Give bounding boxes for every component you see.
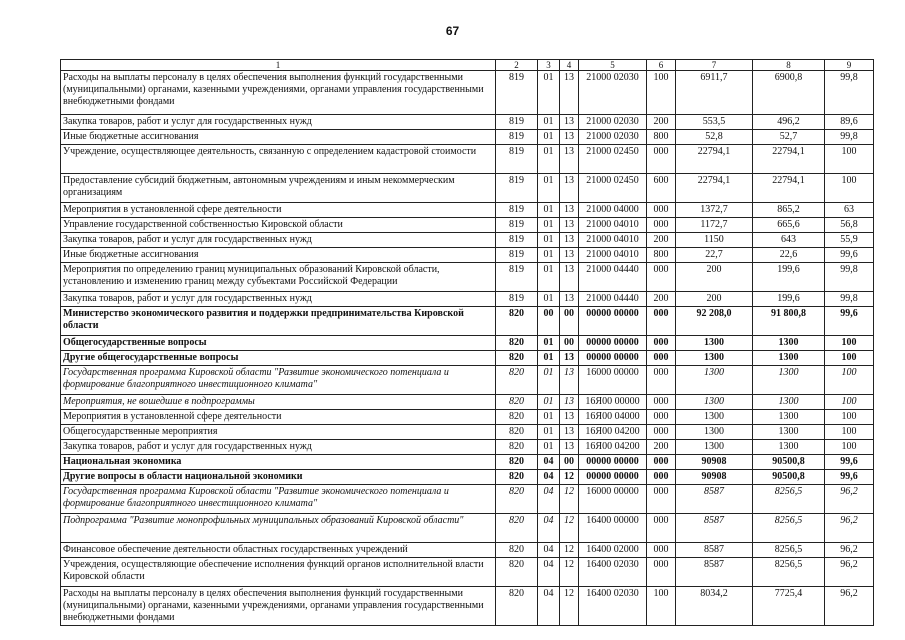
subsection-code: 13: [560, 292, 579, 307]
expense-type-code: 800: [647, 130, 676, 145]
section-code: 04: [538, 470, 560, 485]
target-article-code: 16Я00 04200: [579, 440, 647, 455]
expense-type-code: 000: [647, 470, 676, 485]
target-article-code: 16Я00 00000: [579, 395, 647, 410]
section-code: 01: [538, 174, 560, 203]
executed-amount: 90500,8: [753, 455, 825, 470]
target-article-code: 21000 04440: [579, 292, 647, 307]
target-article-code: 16400 02000: [579, 543, 647, 558]
budget-table: [60, 59, 874, 626]
execution-percent: 100: [825, 440, 874, 455]
section-code: 01: [538, 203, 560, 218]
section-code: 01: [538, 425, 560, 440]
section-code: 01: [538, 366, 560, 395]
row-name: Учреждение, осуществляющее деятельность, связанную с определением кадастровой стоимости: [61, 145, 496, 174]
planned-amount: 1300: [676, 336, 753, 351]
execution-percent: 100: [825, 336, 874, 351]
expense-type-code: 000: [647, 307, 676, 336]
row-name: Иные бюджетные ассигнования: [61, 130, 496, 145]
section-code: 04: [538, 558, 560, 587]
row-name: Национальная экономика: [61, 455, 496, 470]
admin-code: 819: [496, 115, 538, 130]
row-name: Финансовое обеспечение деятельности областных государственных учреждений: [61, 543, 496, 558]
expense-type-code: 000: [647, 366, 676, 395]
subsection-code: 13: [560, 395, 579, 410]
expense-type-code: 200: [647, 292, 676, 307]
expense-type-code: 000: [647, 336, 676, 351]
subsection-code: 13: [560, 115, 579, 130]
row-name: Общегосударственные мероприятия: [61, 425, 496, 440]
expense-type-code: 000: [647, 455, 676, 470]
target-article-code: 16Я00 04000: [579, 410, 647, 425]
admin-code: 820: [496, 336, 538, 351]
target-article-code: 00000 00000: [579, 351, 647, 366]
executed-amount: 865,2: [753, 203, 825, 218]
table-row: [61, 587, 874, 626]
section-code: 01: [538, 440, 560, 455]
section-code: 04: [538, 514, 560, 543]
expense-type-code: 000: [647, 351, 676, 366]
planned-amount: 200: [676, 263, 753, 292]
executed-amount: 22794,1: [753, 174, 825, 203]
section-code: 01: [538, 351, 560, 366]
row-name: Расходы на выплаты персоналу в целях обеспечения выполнения функций государственными (муниципальными) органами, казенными учреждениями, органами управления государственными внебюджетными фондами: [61, 587, 496, 626]
section-code: 01: [538, 145, 560, 174]
expense-type-code: 000: [647, 514, 676, 543]
admin-code: 819: [496, 145, 538, 174]
table-row: [61, 115, 874, 130]
table-row: [61, 292, 874, 307]
target-article-code: 21000 04010: [579, 233, 647, 248]
executed-amount: 91 800,8: [753, 307, 825, 336]
executed-amount: 496,2: [753, 115, 825, 130]
execution-percent: 63: [825, 203, 874, 218]
column-header: 4: [560, 60, 579, 71]
planned-amount: 1300: [676, 395, 753, 410]
section-code: 01: [538, 292, 560, 307]
planned-amount: 553,5: [676, 115, 753, 130]
target-article-code: 21000 02450: [579, 145, 647, 174]
planned-amount: 1300: [676, 425, 753, 440]
section-code: 04: [538, 485, 560, 514]
expense-type-code: 200: [647, 115, 676, 130]
section-code: 00: [538, 307, 560, 336]
target-article-code: 21000 04000: [579, 203, 647, 218]
column-number-header-row: [61, 60, 874, 71]
section-code: 01: [538, 130, 560, 145]
planned-amount: 1300: [676, 410, 753, 425]
admin-code: 820: [496, 470, 538, 485]
table-row: [61, 130, 874, 145]
column-header: 3: [538, 60, 560, 71]
row-name: Общегосударственные вопросы: [61, 336, 496, 351]
execution-percent: 96,2: [825, 514, 874, 543]
subsection-code: 13: [560, 233, 579, 248]
table-row: [61, 263, 874, 292]
executed-amount: 7725,4: [753, 587, 825, 626]
expense-type-code: 000: [647, 558, 676, 587]
target-article-code: 21000 02450: [579, 174, 647, 203]
row-name: Закупка товаров, работ и услуг для государственных нужд: [61, 233, 496, 248]
row-name: Закупка товаров, работ и услуг для государственных нужд: [61, 292, 496, 307]
admin-code: 820: [496, 351, 538, 366]
table-row: [61, 410, 874, 425]
page-number: 67: [445, 24, 460, 38]
section-code: 01: [538, 233, 560, 248]
admin-code: 820: [496, 395, 538, 410]
row-name: Подпрограмма "Развитие монопрофильных муниципальных образований Кировской области": [61, 514, 496, 543]
row-name: Учреждения, осуществляющие обеспечение исполнения функций органов исполнительной власти Кировской области: [61, 558, 496, 587]
admin-code: 819: [496, 248, 538, 263]
subsection-code: 13: [560, 425, 579, 440]
execution-percent: 99,6: [825, 470, 874, 485]
column-header: 6: [647, 60, 676, 71]
executed-amount: 8256,5: [753, 543, 825, 558]
execution-percent: 99,8: [825, 263, 874, 292]
column-header: 1: [61, 60, 496, 71]
subsection-code: 12: [560, 514, 579, 543]
target-article-code: 00000 00000: [579, 307, 647, 336]
subsection-code: 13: [560, 410, 579, 425]
admin-code: 820: [496, 543, 538, 558]
target-article-code: 21000 04440: [579, 263, 647, 292]
subsection-code: 13: [560, 351, 579, 366]
table-row: [61, 395, 874, 410]
table-row: [61, 351, 874, 366]
admin-code: 819: [496, 263, 538, 292]
target-article-code: 16Я00 04200: [579, 425, 647, 440]
executed-amount: 8256,5: [753, 485, 825, 514]
subsection-code: 13: [560, 366, 579, 395]
planned-amount: 22,7: [676, 248, 753, 263]
subsection-code: 00: [560, 336, 579, 351]
table-row: [61, 145, 874, 174]
planned-amount: 22794,1: [676, 145, 753, 174]
section-code: 01: [538, 218, 560, 233]
target-article-code: 21000 02030: [579, 71, 647, 115]
expense-type-code: 000: [647, 410, 676, 425]
expense-type-code: 000: [647, 145, 676, 174]
table-row: [61, 336, 874, 351]
planned-amount: 1300: [676, 351, 753, 366]
expense-type-code: 100: [647, 587, 676, 626]
table-row: [61, 248, 874, 263]
target-article-code: 21000 04010: [579, 218, 647, 233]
table-row: [61, 307, 874, 336]
planned-amount: 52,8: [676, 130, 753, 145]
admin-code: 820: [496, 425, 538, 440]
execution-percent: 96,2: [825, 485, 874, 514]
execution-percent: 55,9: [825, 233, 874, 248]
table-row: [61, 203, 874, 218]
executed-amount: 8256,5: [753, 558, 825, 587]
planned-amount: 8587: [676, 514, 753, 543]
executed-amount: 1300: [753, 425, 825, 440]
planned-amount: 1372,7: [676, 203, 753, 218]
admin-code: 820: [496, 558, 538, 587]
target-article-code: 21000 02030: [579, 115, 647, 130]
table-body: [61, 60, 874, 626]
executed-amount: 1300: [753, 440, 825, 455]
target-article-code: 16400 00000: [579, 514, 647, 543]
executed-amount: 1300: [753, 395, 825, 410]
subsection-code: 12: [560, 587, 579, 626]
executed-amount: 1300: [753, 410, 825, 425]
expense-type-code: 000: [647, 425, 676, 440]
execution-percent: 99,8: [825, 130, 874, 145]
execution-percent: 100: [825, 366, 874, 395]
target-article-code: 00000 00000: [579, 455, 647, 470]
table-row: [61, 455, 874, 470]
table-row: [61, 174, 874, 203]
subsection-code: 12: [560, 485, 579, 514]
target-article-code: 16000 00000: [579, 366, 647, 395]
column-header: 7: [676, 60, 753, 71]
table-row: [61, 440, 874, 455]
table-row: [61, 543, 874, 558]
executed-amount: 22,6: [753, 248, 825, 263]
executed-amount: 199,6: [753, 263, 825, 292]
row-name: Другие вопросы в области национальной экономики: [61, 470, 496, 485]
admin-code: 819: [496, 233, 538, 248]
subsection-code: 13: [560, 130, 579, 145]
planned-amount: 8034,2: [676, 587, 753, 626]
executed-amount: 643: [753, 233, 825, 248]
table-row: [61, 485, 874, 514]
planned-amount: 1150: [676, 233, 753, 248]
table-row: [61, 366, 874, 395]
expense-type-code: 000: [647, 395, 676, 410]
expense-type-code: 800: [647, 248, 676, 263]
section-code: 01: [538, 395, 560, 410]
executed-amount: 1300: [753, 351, 825, 366]
subsection-code: 13: [560, 263, 579, 292]
subsection-code: 12: [560, 558, 579, 587]
planned-amount: 6911,7: [676, 71, 753, 115]
expense-type-code: 200: [647, 233, 676, 248]
subsection-code: 13: [560, 71, 579, 115]
expense-type-code: 100: [647, 71, 676, 115]
planned-amount: 92 208,0: [676, 307, 753, 336]
section-code: 04: [538, 587, 560, 626]
execution-percent: 99,6: [825, 307, 874, 336]
planned-amount: 8587: [676, 543, 753, 558]
execution-percent: 96,2: [825, 558, 874, 587]
row-name: Государственная программа Кировской области "Развитие экономического потенциала и формирование благоприятного инвестиционного климата": [61, 366, 496, 395]
row-name: Управление государственной собственностью Кировской области: [61, 218, 496, 233]
row-name: Мероприятия по определению границ муниципальных образований Кировской области, установлению и изменению границ между субъектами Российской Федерации: [61, 263, 496, 292]
subsection-code: 13: [560, 145, 579, 174]
admin-code: 819: [496, 218, 538, 233]
admin-code: 820: [496, 514, 538, 543]
table-row: [61, 470, 874, 485]
table-row: [61, 514, 874, 543]
target-article-code: 16400 02030: [579, 558, 647, 587]
row-name: Мероприятия в установленной сфере деятельности: [61, 203, 496, 218]
executed-amount: 1300: [753, 366, 825, 395]
expense-type-code: 600: [647, 174, 676, 203]
executed-amount: 1300: [753, 336, 825, 351]
section-code: 01: [538, 263, 560, 292]
row-name: Министерство экономического развития и поддержки предпринимательства Кировской области: [61, 307, 496, 336]
execution-percent: 89,6: [825, 115, 874, 130]
execution-percent: 99,6: [825, 248, 874, 263]
row-name: Закупка товаров, работ и услуг для государственных нужд: [61, 440, 496, 455]
execution-percent: 100: [825, 145, 874, 174]
subsection-code: 13: [560, 218, 579, 233]
subsection-code: 00: [560, 307, 579, 336]
expense-type-code: 000: [647, 485, 676, 514]
execution-percent: 100: [825, 174, 874, 203]
row-name: Государственная программа Кировской области "Развитие экономического потенциала и формирование благоприятного инвестиционного климата": [61, 485, 496, 514]
admin-code: 819: [496, 203, 538, 218]
execution-percent: 100: [825, 351, 874, 366]
table-row: [61, 425, 874, 440]
row-name: Закупка товаров, работ и услуг для государственных нужд: [61, 115, 496, 130]
expense-type-code: 000: [647, 203, 676, 218]
target-article-code: 16000 00000: [579, 485, 647, 514]
section-code: 01: [538, 248, 560, 263]
admin-code: 820: [496, 440, 538, 455]
planned-amount: 1172,7: [676, 218, 753, 233]
execution-percent: 100: [825, 425, 874, 440]
executed-amount: 52,7: [753, 130, 825, 145]
planned-amount: 90908: [676, 470, 753, 485]
column-header: 8: [753, 60, 825, 71]
table-row: [61, 233, 874, 248]
subsection-code: 13: [560, 440, 579, 455]
planned-amount: 1300: [676, 440, 753, 455]
executed-amount: 665,6: [753, 218, 825, 233]
row-name: Другие общегосударственные вопросы: [61, 351, 496, 366]
column-header: 9: [825, 60, 874, 71]
admin-code: 820: [496, 410, 538, 425]
expense-type-code: 200: [647, 440, 676, 455]
execution-percent: 56,8: [825, 218, 874, 233]
subsection-code: 00: [560, 455, 579, 470]
row-name: Предоставление субсидий бюджетным, автономным учреждениям и иным некоммерческим организациям: [61, 174, 496, 203]
section-code: 01: [538, 410, 560, 425]
table-row: [61, 71, 874, 115]
execution-percent: 96,2: [825, 543, 874, 558]
target-article-code: 21000 02030: [579, 130, 647, 145]
expense-type-code: 000: [647, 543, 676, 558]
admin-code: 819: [496, 71, 538, 115]
column-header: 2: [496, 60, 538, 71]
executed-amount: 8256,5: [753, 514, 825, 543]
target-article-code: 00000 00000: [579, 336, 647, 351]
execution-percent: 100: [825, 395, 874, 410]
expense-type-code: 000: [647, 263, 676, 292]
subsection-code: 13: [560, 203, 579, 218]
target-article-code: 00000 00000: [579, 470, 647, 485]
admin-code: 820: [496, 307, 538, 336]
admin-code: 820: [496, 587, 538, 626]
admin-code: 820: [496, 455, 538, 470]
subsection-code: 13: [560, 248, 579, 263]
executed-amount: 199,6: [753, 292, 825, 307]
subsection-code: 12: [560, 543, 579, 558]
admin-code: 819: [496, 292, 538, 307]
executed-amount: 6900,8: [753, 71, 825, 115]
section-code: 01: [538, 115, 560, 130]
admin-code: 820: [496, 366, 538, 395]
subsection-code: 13: [560, 174, 579, 203]
admin-code: 819: [496, 174, 538, 203]
section-code: 04: [538, 455, 560, 470]
section-code: 04: [538, 543, 560, 558]
planned-amount: 8587: [676, 485, 753, 514]
execution-percent: 99,6: [825, 455, 874, 470]
executed-amount: 22794,1: [753, 145, 825, 174]
row-name: Расходы на выплаты персоналу в целях обеспечения выполнения функций государственными (муниципальными) органами, казенными учреждениями, органами управления государственными внебюджетными фондами: [61, 71, 496, 115]
section-code: 01: [538, 71, 560, 115]
admin-code: 819: [496, 130, 538, 145]
planned-amount: 8587: [676, 558, 753, 587]
table-row: [61, 218, 874, 233]
execution-percent: 96,2: [825, 587, 874, 626]
subsection-code: 12: [560, 470, 579, 485]
table-row: [61, 558, 874, 587]
target-article-code: 21000 04010: [579, 248, 647, 263]
admin-code: 820: [496, 485, 538, 514]
execution-percent: 99,8: [825, 71, 874, 115]
execution-percent: 100: [825, 410, 874, 425]
planned-amount: 200: [676, 292, 753, 307]
planned-amount: 1300: [676, 366, 753, 395]
executed-amount: 90500,8: [753, 470, 825, 485]
target-article-code: 16400 02030: [579, 587, 647, 626]
column-header: 5: [579, 60, 647, 71]
row-name: Мероприятия в установленной сфере деятельности: [61, 410, 496, 425]
row-name: Мероприятия, не вошедшие в подпрограммы: [61, 395, 496, 410]
planned-amount: 90908: [676, 455, 753, 470]
expense-type-code: 000: [647, 218, 676, 233]
planned-amount: 22794,1: [676, 174, 753, 203]
row-name: Иные бюджетные ассигнования: [61, 248, 496, 263]
section-code: 01: [538, 336, 560, 351]
execution-percent: 99,8: [825, 292, 874, 307]
